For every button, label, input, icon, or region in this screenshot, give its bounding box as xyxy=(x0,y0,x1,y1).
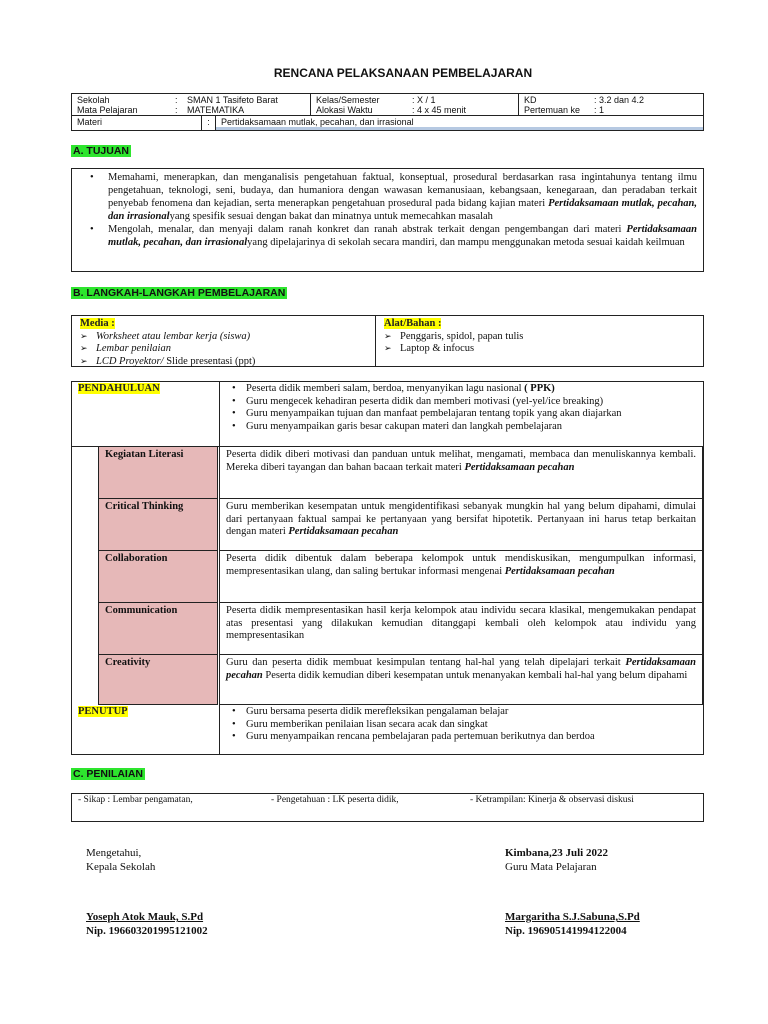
mapel-value: MATEMATIKA xyxy=(187,105,245,115)
media-item: ➢ Worksheet atau lembar kerja (siswa) xyxy=(80,330,251,342)
penilaian-pengetahuan: - Pengetahuan : LK peserta didik, xyxy=(271,795,399,805)
alat-label: Alat/Bahan : xyxy=(384,318,442,329)
sig-left-line2: Kepala Sekolah xyxy=(86,861,156,873)
section-c-heading: C. PENILAIAN xyxy=(73,768,144,780)
media-label: Media : xyxy=(80,318,115,329)
pendahuluan-item: • Guru menyampaikan tujuan dan manfaat pembelajaran tentang topik yang akan diajarkan xyxy=(230,408,697,421)
sig-right-nip: Nip. 196905141994122004 xyxy=(505,925,627,937)
sig-right-line2: Guru Mata Pelajaran xyxy=(505,861,597,873)
kd-label: KD xyxy=(524,95,537,105)
penutup-item: • Guru menyampaikan rencana pembelajaran pada pertemuan berikutnya dan berdoa xyxy=(230,731,697,744)
pendahuluan-item: • Guru menyampaikan garis besar cakupan materi dan langkah pembelajaran xyxy=(230,421,697,434)
inti-label-collaboration: Collaboration xyxy=(98,550,218,603)
sig-left-name: Yoseph Atok Mauk, S.Pd xyxy=(86,911,204,923)
inti-label-critical-thinking: Critical Thinking xyxy=(98,498,218,551)
materi-label: Materi xyxy=(72,116,202,130)
pertemuan-value: : 1 xyxy=(594,105,605,115)
alat-item: ➢ Penggaris, spidol, papan tulis xyxy=(384,330,524,342)
penilaian-box xyxy=(71,793,704,822)
document-title: RENCANA PELAKSANAAN PEMBELAJARAN xyxy=(273,66,533,80)
tujuan-box xyxy=(71,168,704,272)
arrow-bullet-icon: ➢ xyxy=(384,344,392,354)
header-table xyxy=(71,93,704,131)
signature-right xyxy=(505,846,640,938)
pendahuluan-row xyxy=(72,382,703,447)
penilaian-keterampilan: - Ketrampilan: Kinerja & observasi diskusi xyxy=(470,795,634,805)
alat-item: ➢ Laptop & infocus xyxy=(384,343,475,354)
alokasi-value: : 4 x 45 menit xyxy=(412,105,467,115)
signature-left xyxy=(86,846,208,938)
colon: : xyxy=(175,105,178,115)
penutup-label: PENUTUP xyxy=(78,706,128,717)
alat-column xyxy=(376,316,703,366)
inti-text-literasi: Peserta didik diberi motivasi dan panduan untuk melihat, mengamati, membaca dan menuliskannya kembali. Mereka diberi tayangan dan bahan bacaan terkait materi Pertidaksamaan pecahan xyxy=(219,446,703,499)
inti-label-literasi: Kegiatan Literasi xyxy=(98,446,218,499)
media-item: ➢ LCD Proyektor/ Slide presentasi (ppt) xyxy=(80,355,256,367)
activities-table xyxy=(71,381,704,755)
sig-right-name: Margaritha S.J.Sabuna,S.Pd xyxy=(505,911,640,923)
media-table xyxy=(71,315,704,367)
inti-text-communication: Peserta didik mempresentasikan hasil kerja kelompok atau individu secara klasikal, mengemukakan pendapat atas presentasi yang dilakukan kemudian ditanggapi kembali oleh kelompok atau individu yang mempresentasikan xyxy=(219,602,703,655)
materi-value: Pertidaksamaan mutlak, pecahan, dan irrasional xyxy=(216,116,703,130)
colon: : xyxy=(175,95,178,105)
media-column xyxy=(72,316,376,366)
pendahuluan-label: PENDAHULUAN xyxy=(78,383,160,394)
penutup-row xyxy=(72,705,703,754)
alokasi-label: Alokasi Waktu xyxy=(316,105,373,115)
kd-value: : 3.2 dan 4.2 xyxy=(594,95,645,105)
sekolah-label: Sekolah xyxy=(77,95,110,105)
inti-text-collaboration: Peserta didik dibentuk dalam beberapa kelompok untuk mendiskusikan, mengumpulkan informasi, mempresentasikan ulang, dan saling bertukar informasi mengenai Pertidaksamaan pecahan xyxy=(219,550,703,603)
pendahuluan-item: • Guru mengecek kehadiran peserta didik dan memberi motivasi (yel-yel/ice breaking) xyxy=(230,396,697,409)
inti-label-creativity: Creativity xyxy=(98,654,218,705)
school-info xyxy=(72,94,311,115)
inti-text-creativity: Guru dan peserta didik membuat kesimpulan tentang hal-hal yang telah dipelajari terkait Pertidaksamaan pecahan Peserta didik kemudian diberi kesempatan untuk menanyakan kembali hal-hal yang belum dipahami xyxy=(219,654,703,705)
kd-info xyxy=(519,94,703,115)
sekolah-value: SMAN 1 Tasifeto Barat xyxy=(187,95,278,105)
arrow-bullet-icon: ➢ xyxy=(80,344,88,354)
sig-left-nip: Nip. 196603201995121002 xyxy=(86,925,208,937)
section-a-heading: A. TUJUAN xyxy=(73,145,130,157)
kelas-value: : X / 1 xyxy=(412,95,436,105)
tujuan-item: • Memahami, menerapkan, dan menganalisis pengetahuan faktual, konseptual, prosedural berdasarkan rasa ingintahunya tentang ilmu pengetahuan, teknologi, seni, budaya, dan humaniora dengan wawasan kemanusiaan, kebangsaan, kenegaraan, dan peradaban terkait penyebab fenomena dan kejadian, serta menerapkan pengetahuan prosedural pada bidang kajian materi Pertidaksamaan mutlak, pecahan, dan irrasionalyang spesifik sesuai dengan bakat dan minatnya untuk memecahkan masalah xyxy=(80,171,697,223)
penilaian-sikap: - Sikap : Lembar pengamatan, xyxy=(78,795,193,805)
media-item: ➢ Lembar penilaian xyxy=(80,343,171,354)
pendahuluan-item: • Peserta didik memberi salam, berdoa, menyanyikan lagu nasional ( PPK) xyxy=(230,383,697,396)
penutup-item: • Guru bersama peserta didik merefleksikan pengalaman belajar xyxy=(230,706,697,719)
mapel-label: Mata Pelajaran xyxy=(77,105,138,115)
inti-text-critical-thinking: Guru memberikan kesempatan untuk mengidentifikasi sebanyak mungkin hal yang belum dipahami, dimulai dari pertanyaan faktual sampai ke pertanyaan yang bersifat hipotetik. Pertanyaan ini harus tetap berkaitan dengan materi Pertidaksamaan pecahan xyxy=(219,498,703,551)
materi-colon: : xyxy=(202,116,216,130)
arrow-bullet-icon: ➢ xyxy=(384,331,392,342)
sig-left-line1: Mengetahui, xyxy=(86,847,142,859)
tujuan-item: • Mengolah, menalar, dan menyaji dalam ranah konkret dan ranah abstrak terkait dengan pengembangan dari materi Pertidaksamaan mutlak, pecahan, dan irrasionalyang dipelajarinya di sekolah secara mandiri, dan mampu menggunakan metoda sesuai kaidah keilmuan xyxy=(80,223,697,249)
class-info xyxy=(311,94,519,115)
pertemuan-label: Pertemuan ke xyxy=(524,105,581,115)
sig-right-line1: Kimbana,23 Juli 2022 xyxy=(505,847,608,859)
arrow-bullet-icon: ➢ xyxy=(80,331,88,342)
arrow-bullet-icon: ➢ xyxy=(80,356,88,367)
section-b-heading: B. LANGKAH-LANGKAH PEMBELAJARAN xyxy=(73,287,286,299)
kelas-label: Kelas/Semester xyxy=(316,95,380,105)
inti-stub xyxy=(72,447,98,705)
penutup-item: • Guru memberikan penilaian lisan secara acak dan singkat xyxy=(230,719,697,732)
inti-label-communication: Communication xyxy=(98,602,218,655)
